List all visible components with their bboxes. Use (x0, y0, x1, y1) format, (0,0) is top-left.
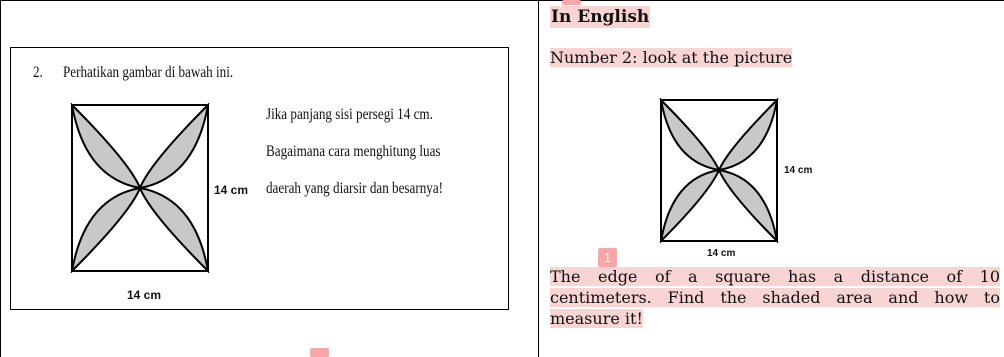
answer-line-3: measure it! (550, 309, 643, 328)
comment-badge-left[interactable] (310, 348, 329, 357)
comment-badge-1[interactable]: 1 (598, 248, 617, 267)
bottom-length-label: 14 cm (127, 288, 162, 302)
question-box (10, 47, 509, 310)
description-line-2: Bagaimana cara menghitung luas (266, 143, 441, 160)
comment-badge-top[interactable] (562, 0, 581, 5)
answer-line-1: The edge of a square has a distance of 10 (550, 267, 1000, 286)
petal-figure (70, 103, 210, 273)
question-title: Perhatikan gambar di bawah ini. (63, 64, 234, 81)
instruction-line (550, 47, 792, 69)
small-side-label: 14 cm (784, 165, 813, 176)
answer-paragraph (550, 266, 1000, 329)
table-left-border (0, 0, 1, 357)
answer-line-2: centimeters. Find the shaded area and how to (550, 288, 1000, 307)
side-length-label: 14 cm (214, 183, 249, 197)
question-number: 2. (33, 64, 43, 81)
table-top-border (0, 0, 1004, 1)
instruction-text: Number 2: look at the picture (550, 48, 793, 67)
small-bottom-label: 14 cm (707, 248, 736, 259)
table-column-divider (538, 0, 539, 357)
description-line-1: Jika panjang sisi persegi 14 cm. (266, 106, 433, 123)
description-line-3: daerah yang diarsir dan besarnya! (266, 180, 444, 197)
petal-figure-small (659, 98, 779, 243)
english-heading: In English (551, 7, 650, 27)
